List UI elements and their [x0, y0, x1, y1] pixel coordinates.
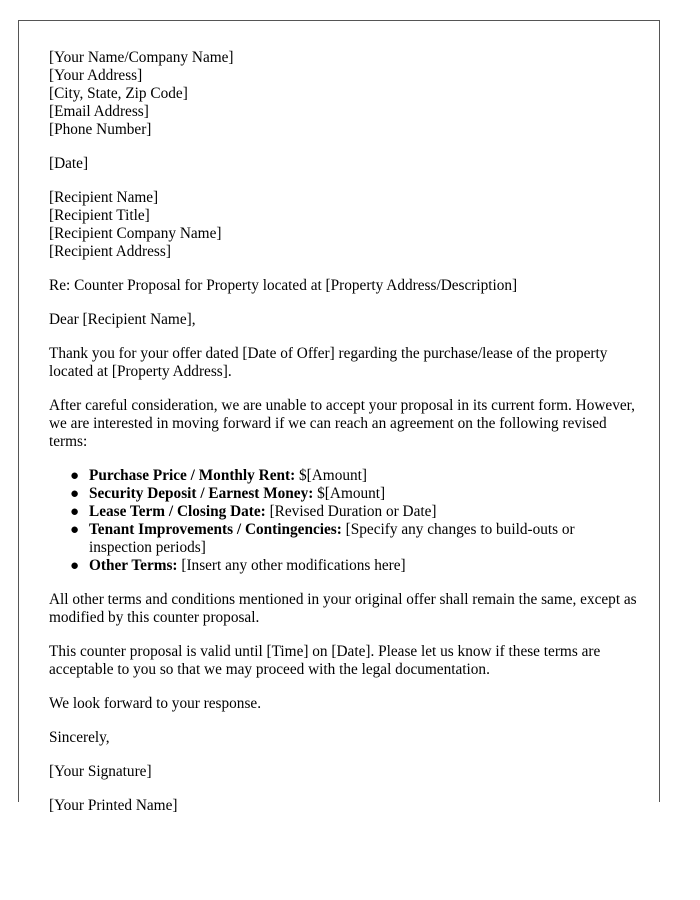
list-item	[70, 467, 639, 485]
paragraph-other-terms: All other terms and conditions mentioned in your original offer shall remain the same, except as modified by this counter proposal.	[49, 591, 637, 626]
term-value: [Insert any other modifications here]	[177, 557, 406, 574]
sender-name: [Your Name/Company Name]	[49, 49, 234, 66]
printed-name: [Your Printed Name]	[49, 797, 178, 814]
bullet-icon: ●	[70, 504, 80, 520]
paragraph-look-forward: We look forward to your response.	[49, 695, 262, 712]
list-item	[70, 557, 639, 575]
recipient-address: [Recipient Address]	[49, 243, 171, 260]
paragraph-consideration: After careful consideration, we are unable to accept your proposal in its current form. However, we are interested in moving forward if we can reach an agreement on the following revised terms:	[49, 397, 635, 450]
recipient-name: [Recipient Name]	[49, 189, 159, 206]
term-label: Security Deposit / Earnest Money:	[89, 485, 314, 502]
bullet-icon: ●	[70, 558, 80, 574]
subject-line: Re: Counter Proposal for Property located at [Property Address/Description]	[49, 277, 518, 294]
recipient-company: [Recipient Company Name]	[49, 225, 222, 242]
term-value: $[Amount]	[295, 467, 367, 484]
letter-page	[18, 20, 660, 814]
closing: Sincerely,	[49, 729, 110, 746]
recipient-title: [Recipient Title]	[49, 207, 150, 224]
paragraph-offer-thanks: Thank you for your offer dated [Date of Offer] regarding the purchase/lease of the property located at [Property Address].	[49, 345, 608, 380]
sender-email: [Email Address]	[49, 103, 149, 120]
list-item	[70, 503, 639, 521]
bullet-icon: ●	[70, 468, 80, 484]
sender-block	[49, 49, 639, 139]
sender-phone: [Phone Number]	[49, 121, 152, 138]
paragraph-validity: This counter proposal is valid until [Time] on [Date]. Please let us know if these terms are acceptable to you so that we may proceed with the legal documentation.	[49, 643, 601, 678]
signature: [Your Signature]	[49, 763, 152, 780]
term-label: Tenant Improvements / Contingencies:	[89, 521, 342, 538]
bullet-icon: ●	[70, 486, 80, 502]
letter-date: [Date]	[49, 155, 89, 172]
bullet-icon: ●	[70, 522, 80, 538]
recipient-block	[49, 189, 639, 261]
salutation: Dear [Recipient Name],	[49, 311, 196, 328]
list-item	[70, 485, 639, 503]
term-label: Purchase Price / Monthly Rent:	[89, 467, 296, 484]
letter-content	[49, 49, 639, 831]
term-label: Lease Term / Closing Date:	[89, 503, 266, 520]
term-value: [Revised Duration or Date]	[265, 503, 437, 520]
revised-terms-list	[49, 467, 639, 575]
sender-city: [City, State, Zip Code]	[49, 85, 188, 102]
list-item	[70, 521, 639, 557]
term-label: Other Terms:	[89, 557, 178, 574]
sender-address: [Your Address]	[49, 67, 143, 84]
term-value: [Specify any changes to build-outs or inspection periods]	[89, 521, 575, 556]
term-value: $[Amount]	[313, 485, 386, 502]
